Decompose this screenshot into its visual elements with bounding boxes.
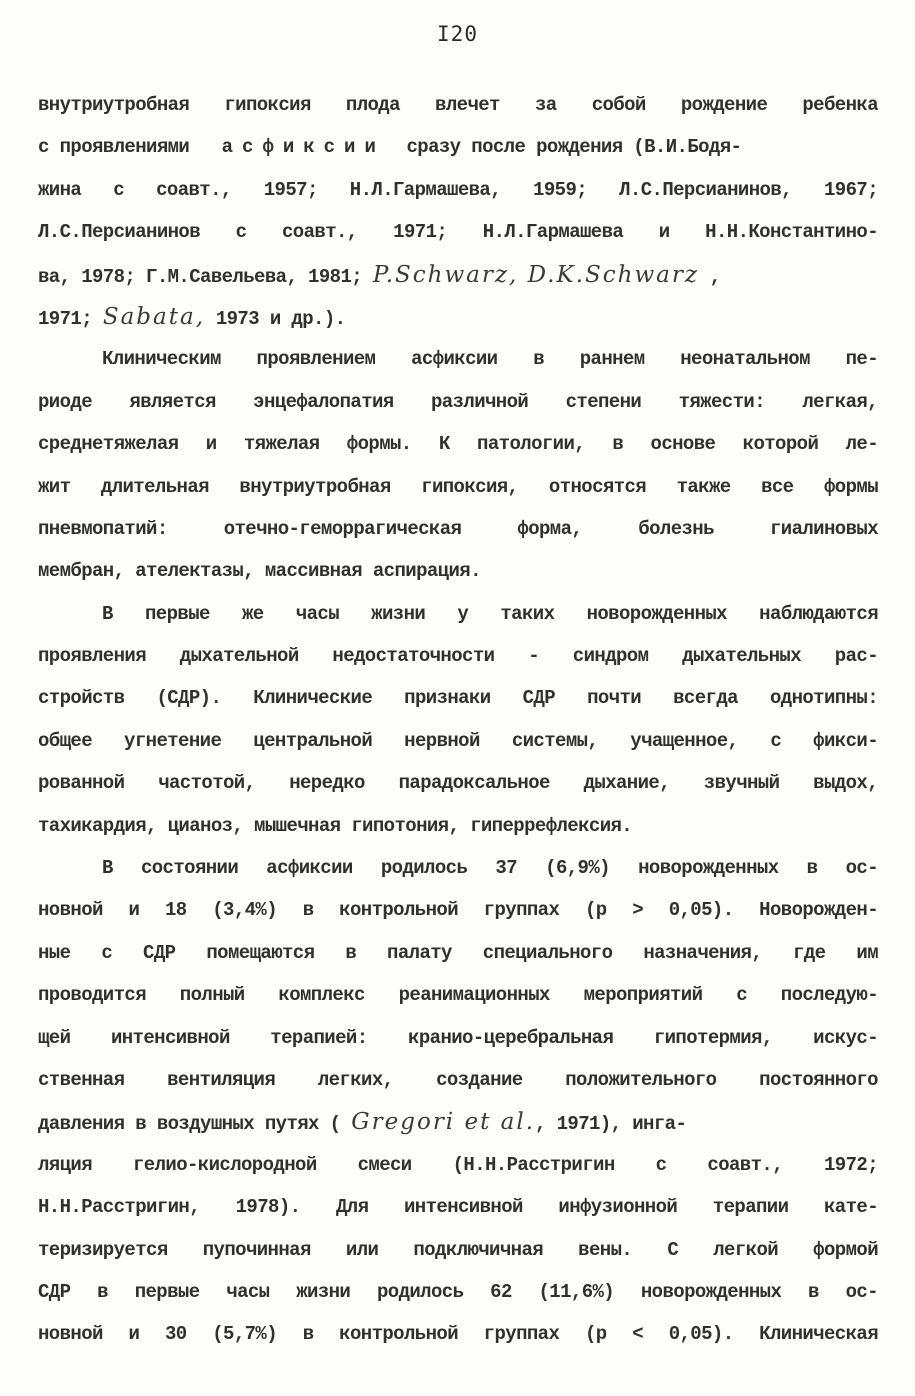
text-line	[38, 974, 878, 1016]
text-span: В первые же часы жизни у таких новорожденных наблюдаются	[102, 602, 878, 625]
text-span: ственная вентиляция легких, создание положительного постоянного	[38, 1068, 878, 1091]
text-line	[38, 1059, 878, 1101]
text-span: мембран, ателектазы, массивная аспирация.	[38, 560, 481, 583]
body-text	[38, 84, 878, 1356]
text-span: Клиническим проявлением асфиксии в раннем неонатальном пе-	[102, 348, 878, 371]
text-line	[38, 211, 878, 253]
text-span: новной и 30 (5,7%) в контрольной группах (р < 0,05). Клиническая	[38, 1323, 878, 1346]
text-span: среднетяжелая и тяжелая формы. К патологии, в основе которой ле-	[38, 433, 878, 456]
text-span: с проявлениями	[38, 136, 190, 159]
text-span: 1971;	[38, 307, 93, 330]
text-line	[38, 381, 878, 423]
text-span: ляция гелио-кислородной смеси (Н.Н.Расстригин с соавт., 1972;	[38, 1153, 878, 1176]
text-line	[38, 550, 878, 592]
text-line	[38, 805, 878, 847]
text-span: рованной частотой, нередко парадоксальное дыхание, звучный выдох,	[38, 772, 878, 795]
text-line	[38, 720, 878, 762]
text-span: СДР в первые часы жизни родилось 62 (11,6%) новорожденных в ос-	[38, 1280, 878, 1303]
text-span: жина с соавт., 1957; Н.Л.Гармашева, 1959; Л.С.Персианинов, 1967;	[38, 178, 878, 201]
text-span: внутриутробная гипоксия плода влечет за собой рождение ребенка	[38, 94, 878, 116]
text-span: тахикардия, цианоз, мышечная гипотония, гиперрефлексия.	[38, 814, 633, 837]
text-span: ные с СДР помещаются в палату специального назначения, где им	[38, 941, 878, 964]
text-span: 1973 и др.).	[215, 307, 346, 330]
text-span: теризируется пупочинная или подключичная вены. С легкой формой	[38, 1238, 878, 1261]
text-span: ва, 1978; Г.М.Савельева, 1981;	[38, 265, 363, 288]
handwritten-citation: P.Schwarz, D.K.Schwarz	[372, 261, 699, 288]
handwritten-citation: Gregori et al.	[351, 1109, 536, 1136]
text-span: пневмопатий: отечно-геморрагическая форма, болезнь гиалиновых	[38, 517, 878, 540]
text-span: проявления дыхательной недостаточности - синдром дыхательных рас-	[38, 645, 878, 668]
text-line	[38, 1017, 878, 1059]
text-line	[38, 635, 878, 677]
text-line	[38, 1186, 878, 1228]
text-line	[38, 508, 878, 550]
text-span: В состоянии асфиксии родилось 37 (6,9%) новорожденных в ос-	[102, 857, 878, 880]
text-line	[38, 889, 878, 931]
text-line	[38, 338, 878, 380]
text-line	[38, 1229, 878, 1271]
text-line	[38, 1101, 878, 1143]
text-line	[38, 169, 878, 211]
text-line	[38, 1271, 878, 1313]
text-span: щей интенсивной терапией: кранио-церебральная гипотермия, искус-	[38, 1026, 878, 1049]
text-span: ,	[709, 265, 721, 288]
text-line	[38, 296, 878, 338]
text-line	[38, 1144, 878, 1186]
emphasized-term: асфиксии	[221, 136, 385, 159]
text-line	[38, 677, 878, 719]
text-span: новной и 18 (3,4%) в контрольной группах (р > 0,05). Новорожден-	[38, 899, 878, 922]
text-span: жит длительная внутриутробная гипоксия, относятся также все формы	[38, 475, 878, 498]
text-line	[38, 423, 878, 465]
text-span: , 1971), инга-	[535, 1113, 687, 1136]
text-span: Н.Н.Расстригин, 1978). Для интенсивной инфузионной терапии кате-	[38, 1196, 878, 1219]
text-span: проводится полный комплекс реанимационных мероприятий с последую-	[38, 984, 878, 1007]
text-line	[38, 1313, 878, 1355]
text-span: стройств (СДР). Клинические признаки СДР почти всегда однотипны:	[38, 687, 878, 710]
text-line	[38, 254, 878, 296]
text-line	[38, 847, 878, 889]
text-line	[38, 466, 878, 508]
page-number: I20	[437, 22, 478, 46]
text-line	[38, 932, 878, 974]
handwritten-citation: Sabata,	[102, 303, 205, 330]
text-span: общее угнетение центральной нервной системы, учащенное, с фикси-	[38, 729, 878, 752]
text-line	[38, 593, 878, 635]
text-line	[38, 762, 878, 804]
text-span: сразу после рождения (В.И.Бодя-	[406, 136, 742, 159]
text-line	[38, 84, 878, 126]
text-line	[38, 126, 878, 168]
text-span: Л.С.Персианинов с соавт., 1971; Н.Л.Гармашева и Н.Н.Константино-	[38, 221, 878, 244]
text-span: давления в воздушных путях (	[38, 1113, 341, 1136]
text-span: риоде является энцефалопатия различной степени тяжести: легкая,	[38, 390, 878, 413]
